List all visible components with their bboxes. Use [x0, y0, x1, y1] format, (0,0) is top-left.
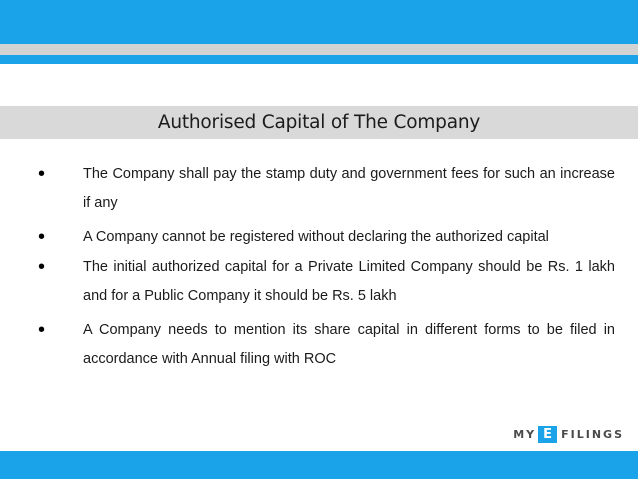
bottom-accent-band	[0, 451, 638, 479]
bullet-text: A Company needs to mention its share capital in different forms to be filed in accordance with Annual filing with ROC	[83, 322, 615, 367]
top-blue-stripe	[0, 55, 638, 64]
top-accent-band	[0, 0, 638, 44]
bullet-dot-icon: •	[38, 163, 46, 185]
myefilings-logo	[513, 425, 624, 443]
bullet-item	[0, 160, 638, 218]
bullet-dot-icon: •	[38, 319, 46, 341]
logo-e-icon: E	[538, 426, 557, 443]
bullet-list	[0, 160, 638, 379]
bullet-item	[0, 223, 638, 252]
bullet-item	[0, 253, 638, 311]
top-gray-stripe	[0, 44, 638, 55]
slide-title: Authorised Capital of The Company	[157, 112, 481, 133]
bullet-dot-icon: •	[38, 256, 46, 278]
logo-prefix: MY	[513, 427, 537, 441]
bullet-text: A Company cannot be registered without declaring the authorized capital	[83, 229, 549, 245]
logo-suffix: FILINGS	[561, 427, 624, 441]
bullet-text: The initial authorized capital for a Private Limited Company should be Rs. 1 lakh and for a Public Company it should be Rs. 5 lakh	[83, 259, 615, 304]
bullet-dot-icon: •	[38, 226, 46, 248]
bullet-item	[0, 316, 638, 374]
bullet-text: The Company shall pay the stamp duty and government fees for such an increase if any	[83, 166, 615, 211]
